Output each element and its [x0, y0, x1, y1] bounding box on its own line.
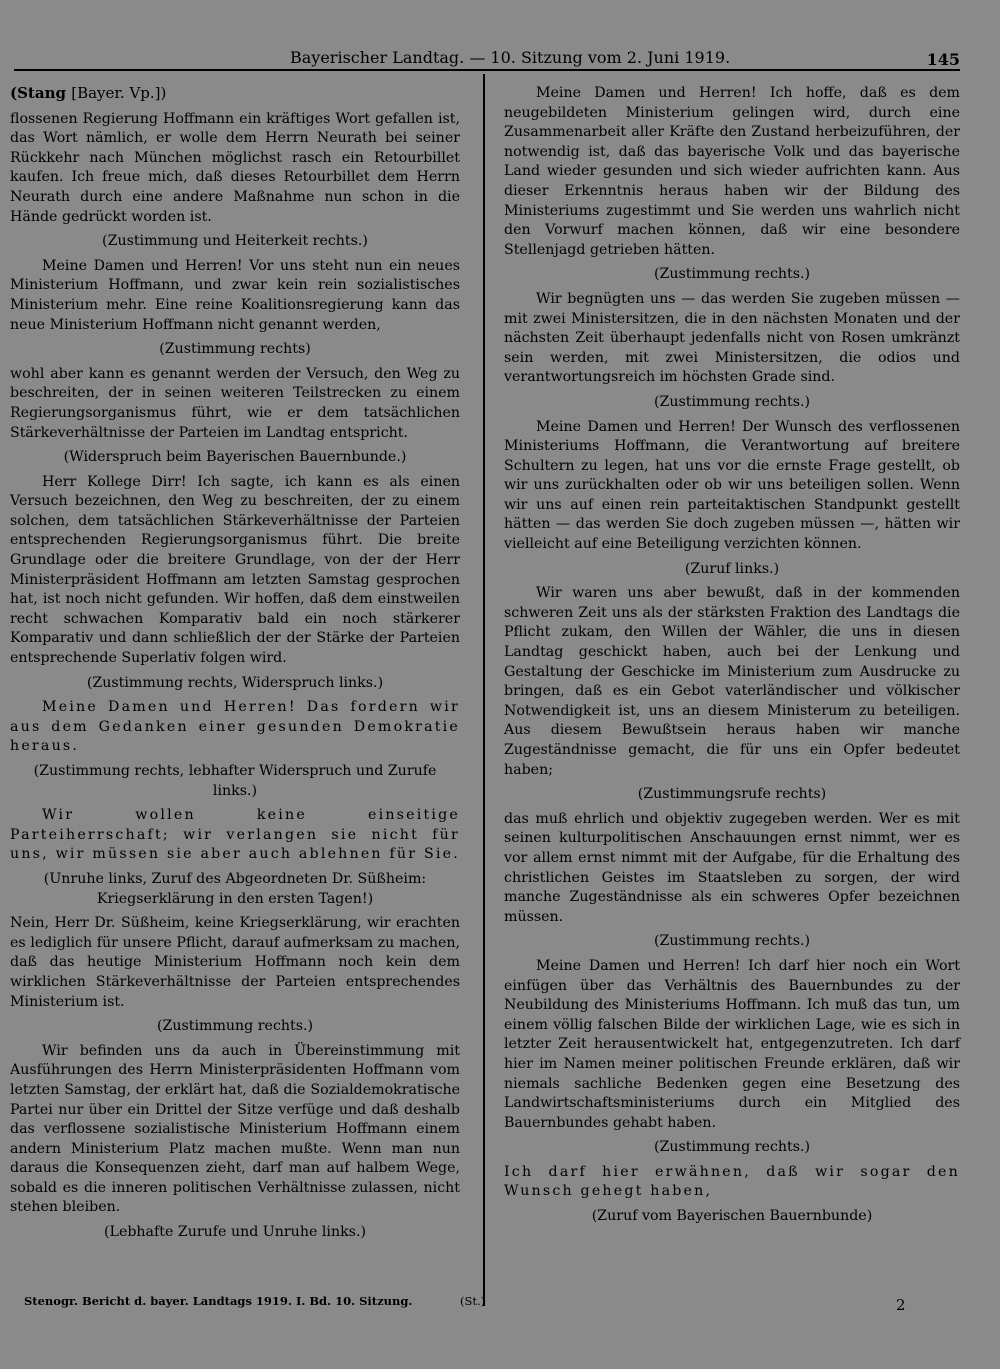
paragraph: Nein, Herr Dr. Süßheim, keine Kriegserklärung, wir erachten es lediglich für unsere Pflicht, darauf aufmerksam zu machen, daß das heutige Ministerium Hoffmann noch kein dem wirklichen Stärkeverhältnisse der Parteien entsprechendes Ministerium ist. — [10, 915, 460, 1010]
reaction: (Zustimmung rechts.) — [653, 266, 811, 283]
reaction: (Zustimmung rechts.) — [653, 933, 811, 950]
reaction: (Lebhafte Zurufe und Unruhe links.) — [103, 1224, 367, 1241]
speaker-name: (Stang — [10, 84, 66, 102]
left-column — [10, 84, 460, 1248]
footer-source: Stenogr. Bericht d. bayer. Landtags 1919. I. Bd. 10. Sitzung. — [24, 1294, 413, 1308]
paragraph: Wir befinden uns da auch in Übereinstimmung mit Ausführungen des Herrn Ministerpräsidenten Hoffmann vom letzten Samstag, der erklärt hat, daß die Sozialdemokratische Partei nur über ein Drittel der Sitze verfüge und daß deshalb das verflossene sozialistische Ministerium Hoffmann einem andern Ministerium Platz machen mußte. Wenn man nun daraus die Konsequenzen zieht, darf man auf halbem Wege, sobald es die inneren politischen Verhältnisse zulassen, nicht stehen bleiben. — [10, 1042, 460, 1216]
reaction: (Unruhe links, Zuruf des Abgeordneten Dr. Süßheim: Kriegserklärung in den ersten Tagen!) — [43, 870, 427, 907]
paragraph: Meine Damen und Herren! Ich darf hier noch ein Wort einfügen über das Verhältnis des Bauernbundes zu der Neubildung des Ministeriums Hoffmann. Ich muß das tun, um einem völlig falschen Bilde der wirklichen Lage, wie es sich in letzter Zeit herausentwickelt hat, entgegenzutreten. Ich darf hier im Namen meiner politischen Freunde erklären, daß wir niemals sachliche Bedenken gegen eine Besetzung des Landwirtschaftsministeriums durch ein Mitglied des Bauernbundes gehabt haben. — [504, 957, 960, 1131]
reaction: (Zustimmung rechts, lebhafter Widerspruch und Zurufe links.) — [33, 763, 437, 799]
footer-code: (St.) — [460, 1294, 486, 1308]
reaction: (Zustimmung rechts, Widerspruch links.) — [86, 674, 384, 691]
paragraph: Wir waren uns aber bewußt, daß in der kommenden schweren Zeit uns als der stärksten Fraktion des Landtags die Pflicht zukam, den Willen der Wähler, die uns in diesen Landtag geschickt haben, auch bei der Lenkung und Gestaltung der Geschicke im Ministerium zum Ausdrucke zu bringen, daß es ein Gebot vaterländischer und völkischer Notwendigkeit ist, uns an diesem Ministerum zu beteiligen. Aus diesem Bewußtsein heraus haben wir manche Zugeständnisse gemacht, die für uns ein Opfer bedeutet haben; — [504, 585, 960, 778]
reaction: (Zustimmung und Heiterkeit rechts.) — [102, 233, 368, 250]
column-divider — [483, 74, 485, 1306]
paragraph: Meine Damen und Herren! Vor uns steht nun ein neues Ministerium Hoffmann, und zwar kein rein sozialistisches Ministerium mehr. Eine reine Koalitionsregierung kann das neue Ministerium Hoffmann nicht genannt werden, — [10, 257, 460, 333]
paragraph: flossenen Regierung Hoffmann ein kräftiges Wort gefallen ist, das Wort nämlich, er wolle dem Herrn Neurath bei seiner Rückkehr nach München möglichst rasch ein Retourbillet kaufen. Ich freue mich, daß dieses Retourbillet dem Herrn Neurath durch eine andere Maßnahme nun schon in die Hände gedrückt worden ist. — [10, 110, 460, 225]
right-column — [504, 84, 960, 1232]
speaker-party: [Bayer. Vp.]) — [71, 84, 167, 102]
paragraph: Meine Damen und Herren! Der Wunsch des verflossenen Ministeriums Hoffmann, die Verantwortung auf breitere Schultern zu legen, hat uns vor die ernste Frage gestellt, ob wir uns zurückhalten oder ob wir uns beteiligen sollen. Wenn wir uns auf einen rein parteitaktischen Standpunkt gestellt hätten — das werden Sie doch zugeben müssen —, hätten wir vielleicht auf eine Beteiligung verzichten können. — [504, 418, 960, 553]
header-title: Bayerischer Landtag. — 10. Sitzung vom 2. Juni 1919. — [290, 48, 731, 67]
paragraph: Wir wollen keine einseitige Parteiherrschaft; wir verlangen sie nicht für uns, wir müssen sie aber auch ablehnen für Sie. — [10, 807, 460, 863]
reaction: (Zustimmung rechts.) — [156, 1018, 314, 1035]
footer-signature: 2 — [896, 1296, 906, 1314]
paragraph: das muß ehrlich und objektiv zugegeben werden. Wer es mit seinen kulturpolitischen Anschauungen ernst nimmt, wer es vor allem ernst nimmt mit der Aufgabe, für die Erhaltung des christlichen Geistes im Staatsleben zu sorgen, der wird manche Zugeständnisse als ein schweres Opfer bezeichnen müssen. — [504, 810, 960, 925]
speaker-line — [10, 84, 460, 104]
paragraph: Meine Damen und Herren! Das fordern wir aus dem Gedanken einer gesunden Demokratie heraus. — [10, 699, 460, 755]
page-number: 145 — [926, 50, 960, 69]
paragraph: Herr Kollege Dirr! Ich sagte, ich kann es als einen Versuch bezeichnen, den Weg zu beschreiten, der zu einem solchen, dem tatsächlichen Stärkeverhältnisse der Parteien entsprechenden Regierungsorganismus führt. Die breite Grundlage oder die breitere Grundlage, von der der Herr Ministerpräsident Hoffmann am letzten Samstag gesprochen hat, ist noch nicht gefunden. Wir hoffen, daß dem einstweilen recht schwachen Komparativ bald ein noch stärkerer Komparativ und dann schließlich der der Stärke der Parteien entsprechende Superlativ folgen wird. — [10, 473, 460, 667]
header-rule — [14, 69, 960, 71]
paragraph: wohl aber kann es genannt werden der Versuch, den Weg zu beschreiten, der in seinen weiteren Teilstrecken zu einem Regierungsorganismus führt, wie er dem tatsächlichen Stärkeverhältnisse der Parteien im Landtag entspricht. — [10, 365, 460, 441]
reaction: (Zustimmungsrufe rechts) — [637, 786, 827, 803]
reaction: (Widerspruch beim Bayerischen Bauernbunde.) — [63, 449, 407, 466]
paragraph: Wir begnügten uns — das werden Sie zugeben müssen — mit zwei Ministersitzen, die in den nächsten Monaten und der nächsten Zeit überhaupt jedenfalls nicht von Rosen umkränzt sein werden, mit zwei Ministersitzen, die odios und verantwortungsreich im höchsten Grade sind. — [504, 290, 960, 386]
reaction: (Zuruf vom Bayerischen Bauernbunde) — [591, 1208, 873, 1225]
reaction: (Zustimmung rechts) — [159, 341, 311, 358]
paragraph: Ich darf hier erwähnen, daß wir sogar den Wunsch gehegt haben, — [504, 1163, 960, 1200]
reaction: (Zustimmung rechts.) — [653, 1139, 811, 1156]
reaction: (Zuruf links.) — [684, 560, 780, 577]
reaction: (Zustimmung rechts.) — [653, 393, 811, 410]
paragraph: Meine Damen und Herren! Ich hoffe, daß es dem neugebildeten Ministerium gelingen wird, durch eine Zusammenarbeit aller Kräfte den Zustand herbeizuführen, der notwendig ist, daß das bayerische Volk und das bayerische Land wieder gesunden und sich wieder aufrichten kann. Aus dieser Erkenntnis heraus haben wir der Bildung des Ministeriums zugestimmt und Sie werden uns wahrlich nicht den Vorwurf machen können, daß wir eine besondere Stellenjagd getrieben hätten. — [504, 85, 960, 258]
